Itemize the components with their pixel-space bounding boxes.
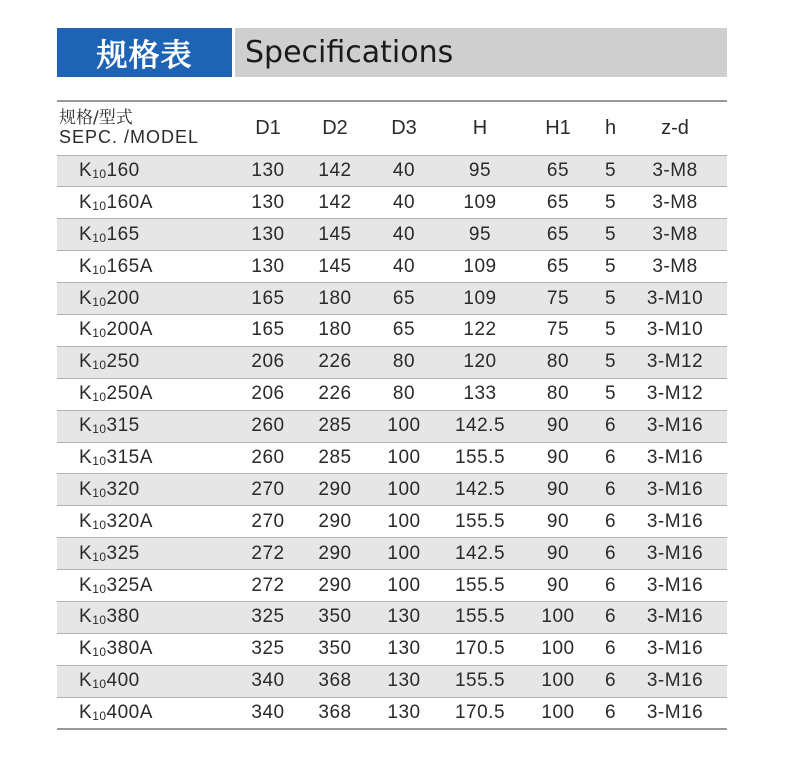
column-header-h-small: h bbox=[604, 116, 617, 139]
cell-h: 122 bbox=[463, 319, 497, 341]
cell-h: 6 bbox=[604, 478, 617, 500]
cell-d3: 80 bbox=[392, 351, 416, 373]
table-row bbox=[57, 155, 727, 187]
cell-zd: 3-M16 bbox=[646, 510, 704, 532]
cell-zd: 3-M16 bbox=[646, 701, 704, 723]
cell-d2: 350 bbox=[318, 606, 352, 628]
table-row bbox=[57, 283, 727, 315]
model-cell bbox=[57, 538, 232, 570]
cell-zd: 3-M8 bbox=[652, 191, 698, 213]
cell-h: 155.5 bbox=[454, 574, 506, 596]
cell-d3: 130 bbox=[387, 638, 421, 660]
table-row bbox=[57, 378, 727, 410]
cell-zd: 3-M16 bbox=[646, 574, 704, 596]
cell-h: 5 bbox=[604, 255, 617, 277]
cell-d1: 165 bbox=[251, 319, 285, 341]
model-subscript: 10 bbox=[92, 645, 107, 660]
cell-d3: 130 bbox=[387, 701, 421, 723]
cell-h: 6 bbox=[604, 670, 617, 692]
model-subscript: 10 bbox=[92, 422, 107, 437]
model-subscript: 10 bbox=[92, 708, 107, 723]
cell-d2: 145 bbox=[318, 223, 352, 245]
model-subscript: 10 bbox=[92, 358, 107, 373]
cell-zd: 3-M16 bbox=[646, 542, 704, 564]
section-banner bbox=[57, 28, 727, 77]
cell-h: 109 bbox=[463, 255, 497, 277]
model-subscript: 10 bbox=[92, 230, 107, 245]
cell-d3: 100 bbox=[387, 415, 421, 437]
model-number: 320 bbox=[106, 478, 140, 500]
cell-h: 6 bbox=[604, 606, 617, 628]
cell-h1: 65 bbox=[546, 223, 570, 245]
model-subscript: 10 bbox=[92, 453, 107, 468]
cell-d3: 100 bbox=[387, 446, 421, 468]
cell-h1: 75 bbox=[546, 319, 570, 341]
cell-h1: 80 bbox=[546, 351, 570, 373]
model-prefix: K bbox=[79, 351, 93, 373]
cell-d2: 226 bbox=[318, 351, 352, 373]
model-number: 380A bbox=[106, 638, 153, 660]
cell-d3: 40 bbox=[392, 191, 416, 213]
table-row bbox=[57, 314, 727, 346]
specifications-table bbox=[57, 100, 727, 730]
table-body bbox=[57, 155, 727, 729]
cell-h1: 80 bbox=[546, 383, 570, 405]
cell-zd: 3-M12 bbox=[646, 383, 704, 405]
cell-d2: 290 bbox=[318, 510, 352, 532]
cell-h: 5 bbox=[604, 383, 617, 405]
cell-h: 155.5 bbox=[454, 510, 506, 532]
cell-h1: 90 bbox=[546, 542, 570, 564]
cell-h1: 90 bbox=[546, 510, 570, 532]
cell-zd: 3-M16 bbox=[646, 446, 704, 468]
cell-h: 6 bbox=[604, 638, 617, 660]
model-cell bbox=[57, 633, 232, 665]
cell-h1: 75 bbox=[546, 287, 570, 309]
cell-h: 95 bbox=[468, 223, 492, 245]
model-number: 250 bbox=[106, 351, 140, 373]
column-header-d1: D1 bbox=[255, 116, 281, 139]
cell-zd: 3-M16 bbox=[646, 638, 704, 660]
cell-d1: 206 bbox=[251, 383, 285, 405]
cell-d1: 260 bbox=[251, 415, 285, 437]
model-prefix: K bbox=[79, 478, 93, 500]
cell-zd: 3-M16 bbox=[646, 415, 704, 437]
cell-d3: 100 bbox=[387, 478, 421, 500]
table-row bbox=[57, 538, 727, 570]
cell-d1: 325 bbox=[251, 606, 285, 628]
cell-h: 155.5 bbox=[454, 670, 506, 692]
cell-h: 6 bbox=[604, 574, 617, 596]
table-row bbox=[57, 506, 727, 538]
cell-h: 5 bbox=[604, 319, 617, 341]
model-subscript: 10 bbox=[92, 485, 107, 500]
cell-zd: 3-M8 bbox=[652, 255, 698, 277]
cell-d3: 100 bbox=[387, 542, 421, 564]
cell-h: 5 bbox=[604, 191, 617, 213]
cell-zd: 3-M16 bbox=[646, 478, 704, 500]
table-row bbox=[57, 410, 727, 442]
model-number: 400A bbox=[106, 701, 153, 723]
model-header-en: SEPC. /MODEL bbox=[59, 127, 200, 148]
table-row bbox=[57, 665, 727, 697]
cell-zd: 3-M10 bbox=[646, 319, 704, 341]
model-number: 315A bbox=[106, 446, 153, 468]
cell-zd: 3-M12 bbox=[646, 351, 704, 373]
cell-d2: 350 bbox=[318, 638, 352, 660]
model-cell bbox=[57, 346, 232, 378]
model-cell bbox=[57, 283, 232, 315]
banner-title-cn: 规格表 bbox=[57, 28, 232, 77]
model-cell bbox=[57, 155, 232, 187]
model-cell bbox=[57, 697, 232, 729]
model-number: 200A bbox=[106, 319, 153, 341]
model-subscript: 10 bbox=[92, 549, 107, 564]
cell-d3: 100 bbox=[387, 574, 421, 596]
cell-d1: 130 bbox=[251, 191, 285, 213]
cell-d3: 40 bbox=[392, 255, 416, 277]
model-subscript: 10 bbox=[92, 390, 107, 405]
cell-h: 142.5 bbox=[454, 478, 506, 500]
model-cell bbox=[57, 251, 232, 283]
cell-d2: 290 bbox=[318, 574, 352, 596]
table-row bbox=[57, 633, 727, 665]
model-prefix: K bbox=[79, 606, 93, 628]
model-number: 160A bbox=[106, 191, 153, 213]
cell-h: 109 bbox=[463, 191, 497, 213]
cell-h1: 90 bbox=[546, 574, 570, 596]
table-header-row bbox=[57, 101, 727, 155]
table-row bbox=[57, 601, 727, 633]
cell-d3: 40 bbox=[392, 159, 416, 181]
model-cell bbox=[57, 314, 232, 346]
model-number: 165A bbox=[106, 255, 153, 277]
model-prefix: K bbox=[79, 319, 93, 341]
cell-d2: 368 bbox=[318, 701, 352, 723]
model-number: 400 bbox=[106, 670, 140, 692]
cell-d2: 180 bbox=[318, 287, 352, 309]
model-prefix: K bbox=[79, 191, 93, 213]
cell-h: 120 bbox=[463, 351, 497, 373]
model-column-header bbox=[57, 101, 232, 155]
model-prefix: K bbox=[79, 670, 93, 692]
cell-d1: 165 bbox=[251, 287, 285, 309]
cell-h1: 90 bbox=[546, 446, 570, 468]
cell-d2: 145 bbox=[318, 255, 352, 277]
model-number: 165 bbox=[106, 223, 140, 245]
cell-zd: 3-M8 bbox=[652, 223, 698, 245]
cell-d2: 285 bbox=[318, 415, 352, 437]
model-prefix: K bbox=[79, 638, 93, 660]
cell-d1: 272 bbox=[251, 542, 285, 564]
table-row bbox=[57, 251, 727, 283]
cell-h1: 100 bbox=[541, 638, 575, 660]
cell-h: 6 bbox=[604, 542, 617, 564]
cell-d3: 80 bbox=[392, 383, 416, 405]
model-subscript: 10 bbox=[92, 166, 107, 181]
model-subscript: 10 bbox=[92, 517, 107, 532]
model-cell bbox=[57, 474, 232, 506]
model-number: 200 bbox=[106, 287, 140, 309]
cell-h1: 90 bbox=[546, 415, 570, 437]
model-subscript: 10 bbox=[92, 198, 107, 213]
model-prefix: K bbox=[79, 415, 93, 437]
model-prefix: K bbox=[79, 542, 93, 564]
column-header-d2: D2 bbox=[322, 116, 348, 139]
cell-d2: 290 bbox=[318, 478, 352, 500]
model-cell bbox=[57, 187, 232, 219]
cell-h1: 100 bbox=[541, 701, 575, 723]
model-prefix: K bbox=[79, 159, 93, 181]
column-header-h1: H1 bbox=[545, 116, 571, 139]
cell-h1: 65 bbox=[546, 159, 570, 181]
cell-h: 95 bbox=[468, 159, 492, 181]
cell-h: 170.5 bbox=[454, 701, 506, 723]
model-subscript: 10 bbox=[92, 262, 107, 277]
cell-h: 109 bbox=[463, 287, 497, 309]
cell-h: 170.5 bbox=[454, 638, 506, 660]
cell-h: 6 bbox=[604, 510, 617, 532]
table-row bbox=[57, 187, 727, 219]
model-cell bbox=[57, 506, 232, 538]
model-prefix: K bbox=[79, 223, 93, 245]
model-cell bbox=[57, 410, 232, 442]
model-cell bbox=[57, 219, 232, 251]
model-number: 325A bbox=[106, 574, 153, 596]
cell-d1: 272 bbox=[251, 574, 285, 596]
cell-zd: 3-M16 bbox=[646, 606, 704, 628]
model-subscript: 10 bbox=[92, 613, 107, 628]
cell-d3: 40 bbox=[392, 223, 416, 245]
table-row bbox=[57, 697, 727, 729]
cell-h1: 65 bbox=[546, 255, 570, 277]
cell-d3: 65 bbox=[392, 287, 416, 309]
cell-zd: 3-M10 bbox=[646, 287, 704, 309]
cell-h1: 100 bbox=[541, 670, 575, 692]
model-subscript: 10 bbox=[92, 581, 107, 596]
model-prefix: K bbox=[79, 510, 93, 532]
cell-h: 155.5 bbox=[454, 606, 506, 628]
model-subscript: 10 bbox=[92, 677, 107, 692]
cell-d2: 368 bbox=[318, 670, 352, 692]
cell-zd: 3-M16 bbox=[646, 670, 704, 692]
cell-d1: 206 bbox=[251, 351, 285, 373]
cell-d1: 270 bbox=[251, 510, 285, 532]
cell-d1: 340 bbox=[251, 701, 285, 723]
cell-d3: 65 bbox=[392, 319, 416, 341]
cell-d1: 325 bbox=[251, 638, 285, 660]
cell-d3: 130 bbox=[387, 670, 421, 692]
model-prefix: K bbox=[79, 383, 93, 405]
model-prefix: K bbox=[79, 574, 93, 596]
cell-d2: 142 bbox=[318, 159, 352, 181]
table-row bbox=[57, 570, 727, 602]
banner-title-en: Specifications bbox=[235, 28, 727, 77]
cell-d1: 130 bbox=[251, 255, 285, 277]
cell-h: 5 bbox=[604, 223, 617, 245]
model-prefix: K bbox=[79, 255, 93, 277]
cell-d2: 142 bbox=[318, 191, 352, 213]
cell-d3: 100 bbox=[387, 510, 421, 532]
cell-h: 6 bbox=[604, 446, 617, 468]
model-number: 325 bbox=[106, 542, 140, 564]
model-prefix: K bbox=[79, 701, 93, 723]
column-header-zd: z-d bbox=[661, 116, 689, 139]
cell-d2: 226 bbox=[318, 383, 352, 405]
cell-h: 133 bbox=[463, 383, 497, 405]
cell-h: 5 bbox=[604, 159, 617, 181]
cell-h: 155.5 bbox=[454, 446, 506, 468]
cell-h: 142.5 bbox=[454, 542, 506, 564]
cell-h1: 90 bbox=[546, 478, 570, 500]
model-header-cn: 规格/型式 bbox=[59, 108, 133, 129]
model-cell bbox=[57, 570, 232, 602]
model-number: 380 bbox=[106, 606, 140, 628]
column-header-d3: D3 bbox=[391, 116, 417, 139]
model-subscript: 10 bbox=[92, 294, 107, 309]
column-header-h: H bbox=[472, 116, 488, 139]
cell-zd: 3-M8 bbox=[652, 159, 698, 181]
model-cell bbox=[57, 665, 232, 697]
model-number: 315 bbox=[106, 415, 140, 437]
cell-d1: 130 bbox=[251, 223, 285, 245]
model-subscript: 10 bbox=[92, 326, 107, 341]
cell-h1: 65 bbox=[546, 191, 570, 213]
model-cell bbox=[57, 601, 232, 633]
model-prefix: K bbox=[79, 287, 93, 309]
model-number: 320A bbox=[106, 510, 153, 532]
cell-d2: 180 bbox=[318, 319, 352, 341]
model-cell bbox=[57, 378, 232, 410]
cell-h: 5 bbox=[604, 287, 617, 309]
cell-d3: 130 bbox=[387, 606, 421, 628]
model-prefix: K bbox=[79, 446, 93, 468]
cell-d1: 260 bbox=[251, 446, 285, 468]
model-number: 250A bbox=[106, 383, 153, 405]
cell-d2: 290 bbox=[318, 542, 352, 564]
cell-h: 5 bbox=[604, 351, 617, 373]
table-row bbox=[57, 474, 727, 506]
cell-d1: 270 bbox=[251, 478, 285, 500]
cell-h: 142.5 bbox=[454, 415, 506, 437]
cell-h: 6 bbox=[604, 701, 617, 723]
cell-d2: 285 bbox=[318, 446, 352, 468]
table-row bbox=[57, 219, 727, 251]
model-cell bbox=[57, 442, 232, 474]
cell-h: 6 bbox=[604, 415, 617, 437]
cell-h1: 100 bbox=[541, 606, 575, 628]
table-row bbox=[57, 442, 727, 474]
cell-d1: 340 bbox=[251, 670, 285, 692]
model-number: 160 bbox=[106, 159, 140, 181]
table-row bbox=[57, 346, 727, 378]
cell-d1: 130 bbox=[251, 159, 285, 181]
